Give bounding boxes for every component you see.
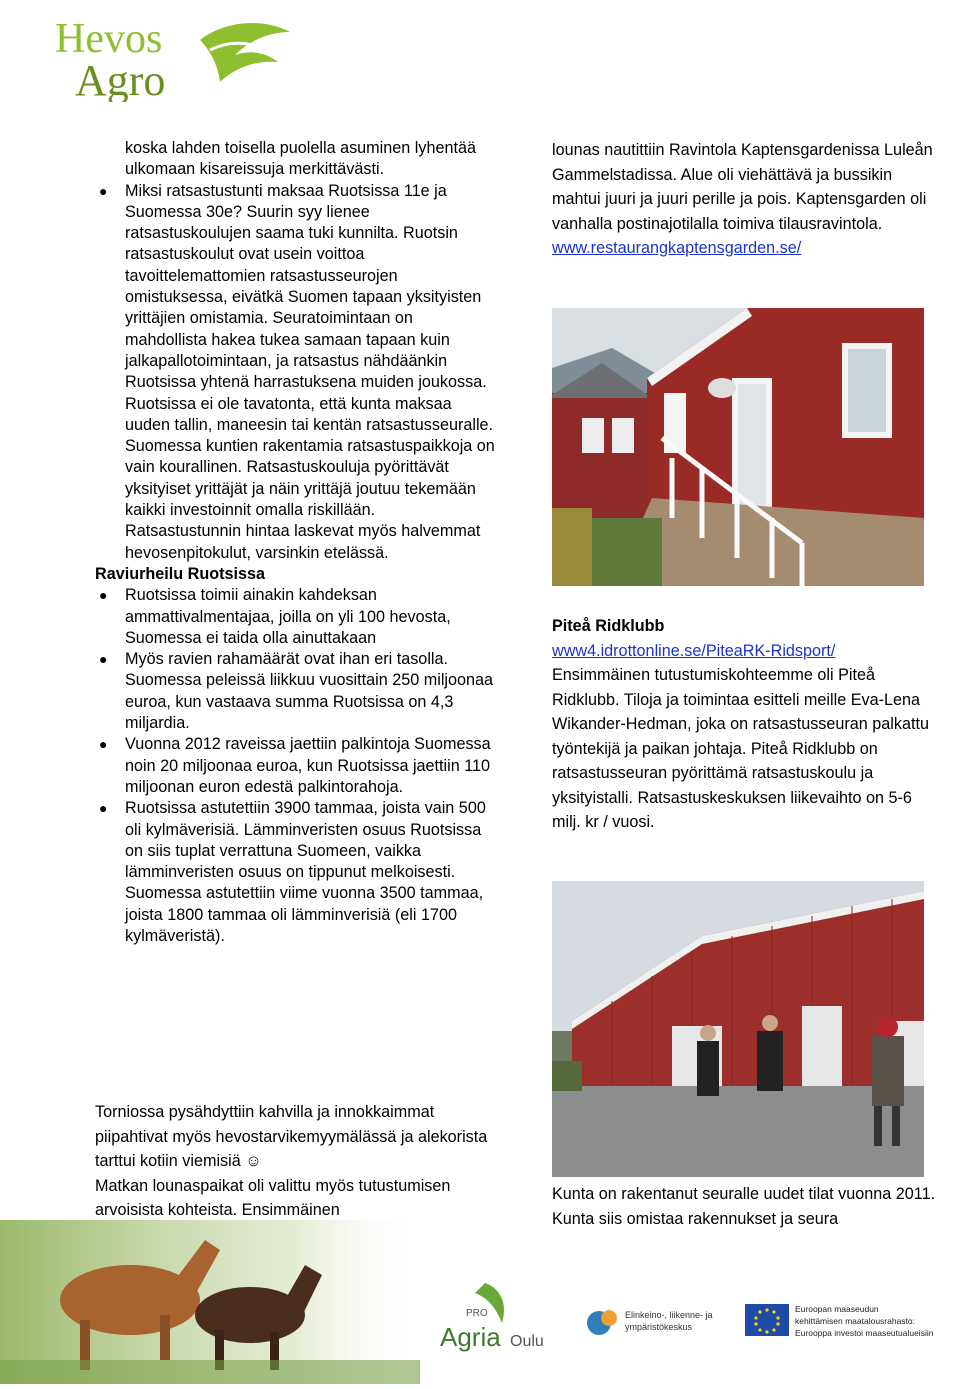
bullet-icon: ● bbox=[99, 651, 108, 668]
proagria-logo bbox=[430, 1278, 560, 1368]
section-heading: Raviurheilu Ruotsissa bbox=[95, 564, 266, 583]
list-item bbox=[95, 649, 495, 734]
restaurant-photo bbox=[552, 308, 924, 586]
proagria-region: Oulu bbox=[510, 1333, 544, 1350]
ely-line2: ympäristökeskus bbox=[625, 1322, 693, 1332]
bullet-text: Ruotsissa toimii ainakin kahdeksan ammattivalmentajaa, joilla on yli 100 hevosta, Suomessa ei taida olla ainuttakaan bbox=[125, 586, 451, 647]
restaurant-link[interactable]: www.restaurangkaptensgarden.se/ bbox=[552, 239, 802, 257]
bullet-continuation: koska lahden toisella puolella asuminen lyhentää ulkomaan kisareissuja merkittävästi. bbox=[125, 139, 476, 179]
bullet-icon: ● bbox=[99, 736, 108, 753]
eu-line3: Eurooppa investoi maaseutualueisiin bbox=[795, 1328, 934, 1338]
proagria-small: PRO bbox=[466, 1308, 488, 1319]
left-bottom-text bbox=[95, 1100, 505, 1223]
proagria-main: Agria bbox=[440, 1322, 501, 1352]
lunch-paragraph: lounas nautittiin Ravintola Kaptensgardenissa Luleån Gammelstadissa. Alue oli viehättävä ja bussikin mahtui juuri ja juuri perille ja pois. Kaptensgarden oli vanhalla postinajotilalla toimiva tilausravintola. bbox=[552, 141, 933, 233]
sponsor-logos bbox=[420, 1270, 960, 1380]
riding-bullet-list bbox=[95, 181, 495, 564]
bullet-text: Miksi ratsastustunti maksaa Ruotsissa 11e ja Suomessa 30e? Suurin syy lienee ratsastuskoulujen saama tuki kunnilta. Ruotsin ratsastuskoulut ovat usein voittoa tavoittelemattomien ratsastusseurojen omistuksessa, eivätkä Suomen tapaan yksityisten yrittäjien omistamia. Seuratoimintaan on mahdollista hakea tukea samaan tapaan kuin jalkapallotoimintaan, ja ratsastus nähdäänkin Ruotsissa yhtenä harrastuksena muiden joukossa. Ruotsissa ei ole tavatonta, että kunta maksaa uuden tallin, maneesin tai kentän ratsastusseuralle. Suomessa kuntien rakentamia ratsastuspaikkoja on vain kourallinen. Ratsastuskouluja pyörittävät yksityiset yrittäjät ja näin yrittäjä joutuu tekemään kaikki investoinnit omalla riskillään. Ratsastustunnin hintaa laskevat myös halvemmat hevosenpitokulut, varsinkin etelässä. bbox=[125, 181, 495, 562]
pitea-section bbox=[552, 614, 942, 835]
eu-line1: Euroopan maaseudun bbox=[795, 1304, 879, 1314]
eu-line2: kehittämisen maatalousrahasto: bbox=[795, 1316, 916, 1326]
trotting-bullet-list bbox=[95, 585, 495, 947]
bullet-icon: ● bbox=[99, 182, 108, 199]
list-item bbox=[95, 585, 495, 649]
horses-footer-image bbox=[0, 1220, 420, 1384]
pitea-link[interactable]: www4.idrottonline.se/PiteaRK-Ridsport/ bbox=[552, 641, 836, 660]
section-heading: Piteå Ridklubb bbox=[552, 617, 665, 635]
hevosagro-logo bbox=[50, 10, 300, 102]
logo-line1: Hevos bbox=[55, 16, 163, 62]
list-item bbox=[95, 181, 495, 564]
ely-line1: Elinkeino-, liikenne- ja bbox=[625, 1310, 713, 1320]
list-item bbox=[95, 798, 495, 947]
ely-logo bbox=[585, 1298, 745, 1348]
paragraph: Matkan lounaspaikat oli valittu myös tutustumisen arvoisista kohteista. Ensimmäinen bbox=[95, 1176, 451, 1219]
bullet-text: Ruotsissa astutettiin 3900 tammaa, joista vain 500 oli kylmäverisiä. Lämminveristen osuus Ruotsissa on siis tuplat verrattuna Suomeen, vaikka lämminveristen osuus on tippunut melkoisesti. Suomessa astutettiin viime vuonna 3500 tammaa, joista 1800 tammaa oli lämminverisiä (eli 1700 kylmäveristä). bbox=[125, 799, 486, 945]
paragraph: Torniossa pysähdyttiin kahvilla ja innokkaimmat piipahtivat myös hevostarvikemyymälässä ja alekorista tarttui kotiin viemisiä ☺ bbox=[95, 1103, 488, 1170]
photo-caption: Kunta on rakentanut seuralle uudet tilat vuonna 2011. Kunta siis omistaa rakennukset ja seura bbox=[552, 1185, 936, 1228]
list-item bbox=[95, 734, 495, 798]
bullet-icon: ● bbox=[99, 587, 108, 604]
right-column bbox=[552, 138, 942, 261]
logo-line2: Agro bbox=[75, 56, 166, 102]
bullet-text: Myös ravien rahamäärät ovat ihan eri tasolla. Suomessa peleissä liikkuu vuosittain 250 miljoonaa euroa, kun vastaava summa Ruotsissa on 4,3 miljardia. bbox=[125, 650, 494, 733]
bullet-icon: ● bbox=[99, 800, 108, 817]
bullet-text: Vuonna 2012 raveissa jaettiin palkintoja Suomessa noin 20 miljoonaa euroa, kun Ruotsissa jaettiin 110 miljoonan euron edestä palkintorahoja. bbox=[125, 735, 491, 796]
eu-logo bbox=[745, 1300, 955, 1350]
left-column bbox=[95, 138, 495, 947]
pitea-paragraph: Ensimmäinen tutustumiskohteemme oli Piteå Ridklubb. Tiloja ja toimintaa esitteli meille Eva-Lena Wikander-Hedman, joka on ratsastusseuran palkattu työntekijä ja paikan johtaja. Piteå Ridklubb on ratsastusseuran pyörittämä ratsastuskoulu ja yksityistalli. Ratsastuskeskuksen liikevaihto on 5-6 milj. kr / vuosi. bbox=[552, 666, 929, 831]
riding-club-photo bbox=[552, 881, 924, 1177]
